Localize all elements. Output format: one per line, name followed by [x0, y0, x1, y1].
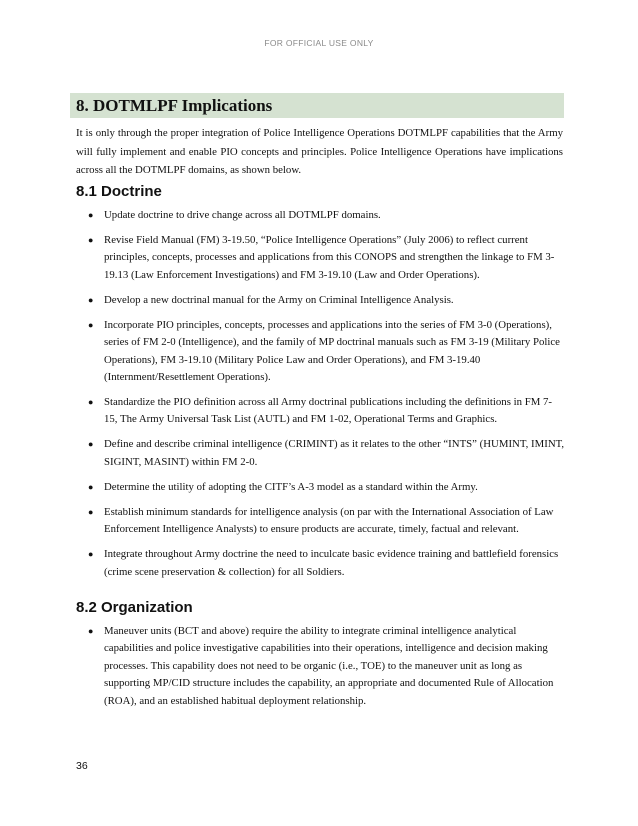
list-item — [76, 479, 565, 496]
list-item-text: Establish minimum standards for intelligence analysis (on par with the International Association of Law Enforcement Intelligence Analysts) to ensure products are accurate, timely, factual and relevant. — [104, 505, 554, 536]
list-item — [76, 394, 565, 429]
bullet-icon: ● — [88, 397, 94, 408]
doctrine-bullet-list — [76, 207, 565, 589]
list-item-text: Maneuver units (BCT and above) require the ability to integrate criminal intelligence analytical capabilities and police investigative capabilities into their operations, intelligence and decision making processes. This capability does not need to be organic (i.e., TOE) to the maneuver unit as long as supporting MP/CID structure includes the capability, an appropriate and documented Rule of Allocation (ROA), and an established habitual deployment relationship. — [104, 625, 554, 707]
list-item-text: Revise Field Manual (FM) 3-19.50, “Police Intelligence Operations” (July 2006) to reflect current principles, concepts, processes and applications from this CONOPS and strengthen the linkage to FM 3-19.13 (Law Enforcement Investigations) and FM 3-19.10 (Law and Order Operations). — [104, 234, 555, 281]
bullet-icon: ● — [88, 319, 94, 330]
list-item-text: Determine the utility of adopting the CITF’s A-3 model as a standard within the Army. — [104, 480, 478, 493]
organization-bullet-list — [76, 623, 565, 718]
bullet-icon: ● — [88, 210, 94, 220]
list-item-text: Update doctrine to drive change across all DOTMLPF domains. — [104, 209, 381, 221]
list-item — [76, 546, 565, 581]
list-item — [76, 317, 565, 387]
list-item-text: Develop a new doctrinal manual for the Army on Criminal Intelligence Analysis. — [104, 293, 454, 306]
list-item — [76, 292, 565, 309]
bullet-icon: ● — [88, 549, 94, 560]
bullet-icon: ● — [88, 481, 94, 492]
bullet-icon: ● — [88, 235, 94, 245]
list-item-text: Define and describe criminal intelligence (CRIMINT) as it relates to the other “INTS” (HUMINT, IMINT, SIGINT, MASINT) within FM 2-0. — [104, 438, 565, 468]
list-item — [76, 232, 565, 284]
list-item-text: Incorporate PIO principles, concepts, processes and applications into the series of FM 3-0 (Operations), series of FM 2-0 (Intelligence), and the family of MP doctrinal manuals such as FM 3-19 (Military Police Operations), FM 3-19.10 (Military Police Law and Order Operations), and FM 3-19.40 (Internment/Resettlement Operations). — [104, 318, 560, 384]
bullet-icon: ● — [88, 626, 94, 636]
list-item — [76, 436, 565, 471]
list-item — [76, 207, 565, 224]
list-item — [76, 623, 565, 710]
bullet-icon: ● — [88, 506, 94, 517]
section-heading-doctrine: 8.1 Doctrine — [76, 183, 162, 200]
bullet-icon: ● — [88, 294, 94, 305]
section-heading-organization: 8.2 Organization — [76, 599, 193, 616]
classification-banner: FOR OFFICIAL USE ONLY — [264, 38, 374, 48]
list-item-text: Standardize the PIO definition across all Army doctrinal publications including the definitions in FM 7-15, The Army Universal Task List (AUTL) and FM 1-02, Operational Terms and Graphics. — [104, 396, 552, 426]
bullet-icon: ● — [88, 439, 94, 450]
list-item-text: Integrate throughout Army doctrine the need to inculcate basic evidence training and battlefield forensics (crime scene preservation & collection) for all Soldiers. — [104, 548, 559, 578]
page-number: 36 — [76, 760, 88, 772]
list-item — [76, 504, 565, 539]
intro-paragraph: It is only through the proper integration of Police Intelligence Operations DOTMLPF capabilities that the Army will fully implement and enable PIO concepts and principles. Police Intelligence Operations have implications across all the DOTMLPF domains, as shown below. — [76, 127, 563, 177]
chapter-heading: 8. DOTMLPF Implications — [70, 93, 564, 118]
